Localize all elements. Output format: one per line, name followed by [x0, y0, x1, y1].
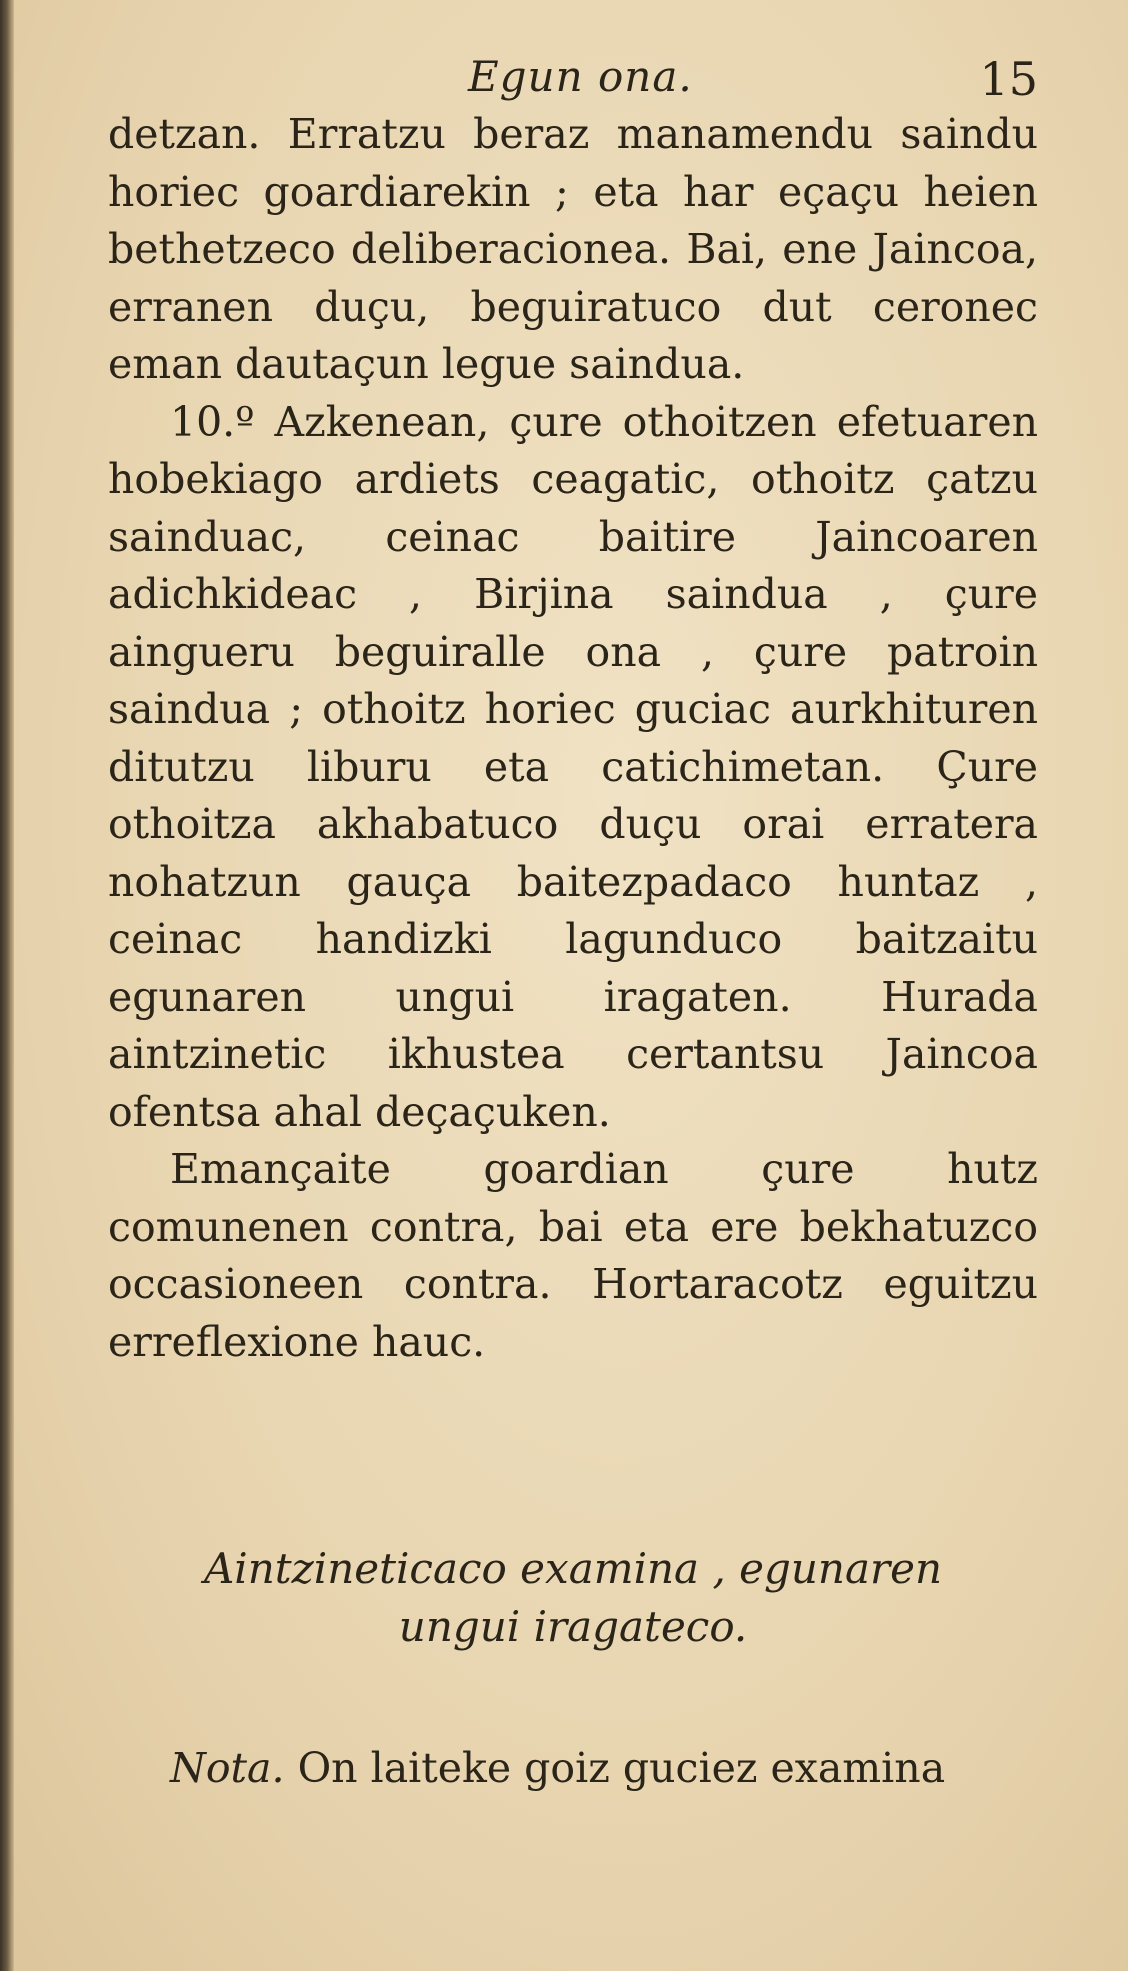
section-heading	[108, 1540, 1038, 1656]
section-heading-line-1: Aintzineticaco examina , egunaren	[203, 1544, 943, 1593]
running-head	[108, 52, 1038, 112]
page-gutter	[0, 0, 14, 1971]
section-heading-line-2: ungui iragateco.	[398, 1602, 748, 1651]
body-text	[108, 106, 1038, 1371]
paragraph-1: detzan. Erratzu beraz manamendu saindu horiec goardiarekin ; eta har eçaçu heien bethetzeco deliberacionea. Bai, ene Jaincoa, erranen duçu, beguiratuco dut ceronec eman dautaçun legue saindua.	[108, 110, 1038, 388]
page-number: 15	[979, 52, 1038, 106]
paragraph-2: 10.º Azkenean, çure othoitzen efetuaren hobekiago ardiets ceagatic, othoitz çatzu sainduac, ceinac baitire Jaincoaren adichkideac , Birjina saindua , çure aingueru beguiralle ona , çure patroin saindua ; othoitz horiec guciac aurkhituren ditutzu liburu eta catichimetan. Çure othoitza akhabatuco duçu orai erratera nohatzun gauça baitezpadaco huntaz , ceinac handizki lagunduco baitzaitu egunaren ungui iragaten. Hurada aintzinetic ikhustea certantsu Jaincoa ofentsa ahal deçaçuken.	[108, 397, 1038, 1136]
running-head-title: Egun ona.	[468, 52, 693, 101]
note	[108, 1740, 1038, 1797]
note-text: On laiteke goiz guciez examina	[297, 1744, 946, 1792]
note-label: Nota.	[170, 1744, 285, 1792]
paragraph-3: Emançaite goardian çure hutz comunenen contra, bai eta ere bekhatuzco occasioneen contra. Hortaracotz eguitzu erreflexione hauc.	[108, 1145, 1038, 1366]
